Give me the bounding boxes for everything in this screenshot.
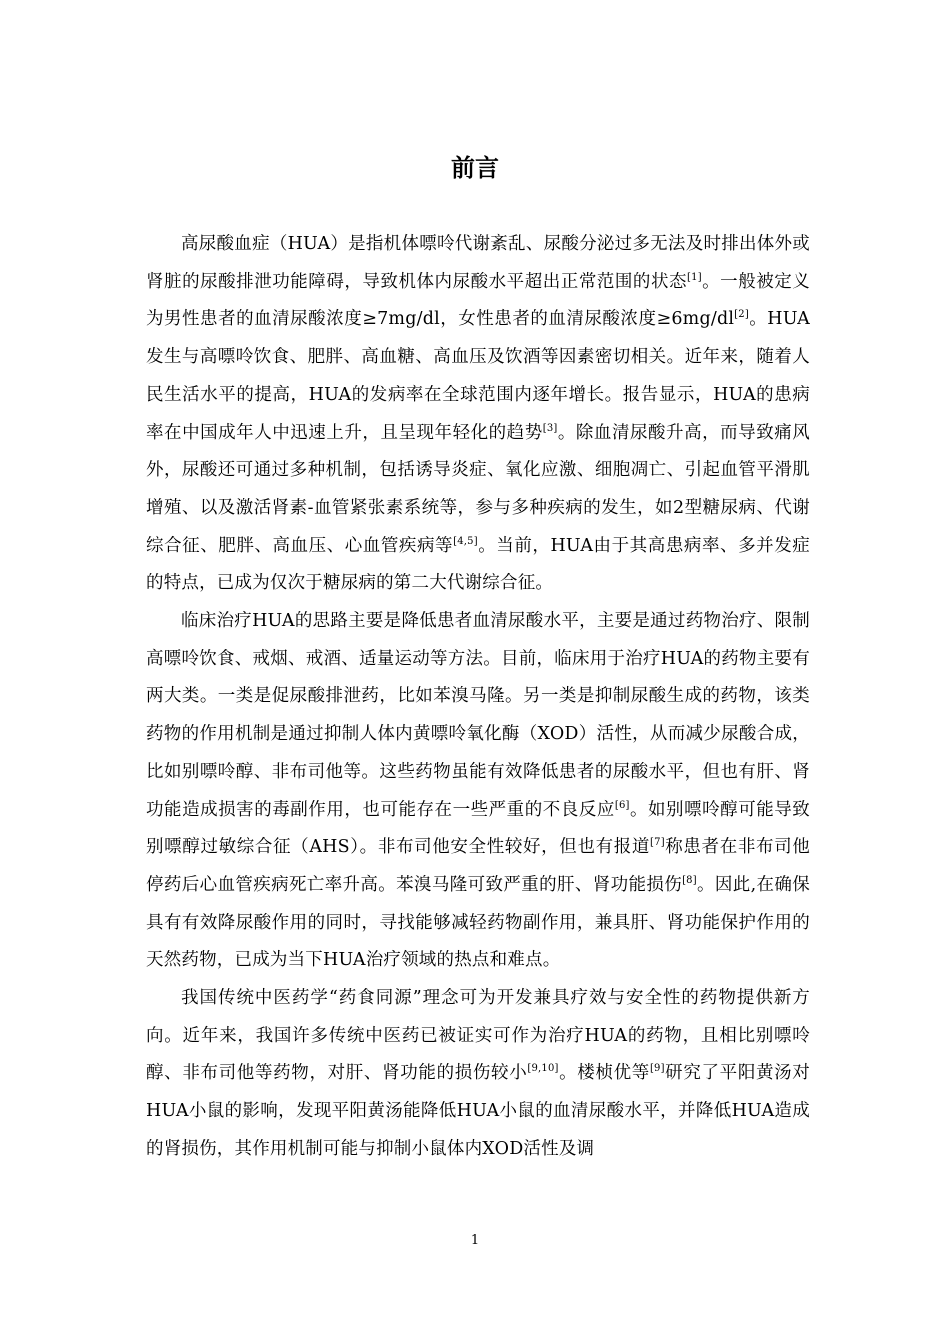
citation-ref: [3] <box>542 422 558 434</box>
page-number: 1 <box>470 1233 480 1248</box>
citation-ref: [7] <box>650 837 665 849</box>
page-title: 前言 <box>451 153 499 182</box>
text-run: 。如别嘌呤醇可能导致别嘌醇过敏综合征（AHS）。非布司他安全性较好，但也有报道 <box>146 799 810 858</box>
text-run: 。除血清尿酸升高，而导致痛风外，尿酸还可通过多种机制，包括诱导炎症、氧化应激、细胞凋亡、引起血管平滑肌增殖、以及激活肾素-血管紧张素系统等，参与多种疾病的发生，如2型糖尿病、代谢综合征、肥胖、高血压、心血管疾病等 <box>146 422 810 556</box>
body-text <box>146 226 810 1169</box>
citation-ref: [4,5] <box>453 535 478 547</box>
text-run: 研究了平阳黄汤对HUA小鼠的影响，发现平阳黄汤能降低HUA小鼠的血清尿酸水平，并降低HUA造成的肾损伤，其作用机制可能与抑制小鼠体内XOD活性及调 <box>146 1063 811 1159</box>
text-run: 。当前，HUA由于其高患病率、多并发症的特点，已成为仅次于糖尿病的第二大代谢综合征。 <box>146 535 810 594</box>
paragraph <box>146 980 810 1169</box>
text-run: 高尿酸血症（HUA）是指机体嘌呤代谢紊乱、尿酸分泌过多无法及时排出体外或肾脏的尿酸排泄功能障碍，导致机体内尿酸水平超出正常范围的状态 <box>146 234 810 292</box>
citation-ref: [8] <box>682 875 697 887</box>
citation-ref: [9,10] <box>527 1063 559 1075</box>
text-run: 。因此,在确保具有有效降尿酸作用的同时，寻找能够减轻药物副作用，兼具肝、肾功能保护作用的天然药物，已成为当下HUA治疗领域的热点和难点。 <box>146 874 810 971</box>
citation-ref: [6] <box>614 799 630 811</box>
text-run: 。一般被定义为男性患者的血清尿酸浓度≥7mg/dl，女性患者的血清尿酸浓度≥6mg/dl <box>146 271 811 330</box>
text-run: 临床治疗HUA的思路主要是降低患者血清尿酸水平，主要是通过药物治疗、限制高嘌呤饮食、戒烟、戒酒、适量运动等方法。目前，临床用于治疗HUA的药物主要有两大类。一类是促尿酸排泄药，比如苯溴马隆。另一类是抑制尿酸生成的药物，该类药物的作用机制是通过抑制人体内黄嘌呤氧化酶（XOD）活性，从而减少尿酸合成，比如别嘌呤醇、非布司他等。这些药物虽能有效降低患者的尿酸水平，但也有肝、肾功能造成损害的毒副作用，也可能存在一些严重的不良反应 <box>146 611 810 820</box>
text-run: 。HUA发生与高嘌呤饮食、肥胖、高血糖、高血压及饮酒等因素密切相关。近年来，随着人民生活水平的提高，HUA的发病率在全球范围内逐年增长。报告显示，HUA的患病率在中国成年人中迅速上升，且呈现年轻化的趋势 <box>146 309 810 443</box>
text-run: 。楼桢优等 <box>558 1063 650 1084</box>
citation-ref: [9] <box>649 1063 665 1075</box>
text-run: 我国传统中医药学“药食同源”理念可为开发兼具疗效与安全性的药物提供新方向。近年来，我国许多传统中医药已被证实可作为治疗HUA的药物，且相比别嘌呤醇、非布司他等药物，对肝、肾功能的损伤较小 <box>146 988 810 1084</box>
citation-ref: [2] <box>734 309 749 321</box>
paragraph <box>146 603 810 980</box>
citation-ref: [1] <box>687 271 702 283</box>
paragraph <box>146 226 810 603</box>
text-run: 称患者在非布司他停药后心血管疾病死亡率升高。苯溴马隆可致严重的肝、肾功能损伤 <box>146 837 810 895</box>
